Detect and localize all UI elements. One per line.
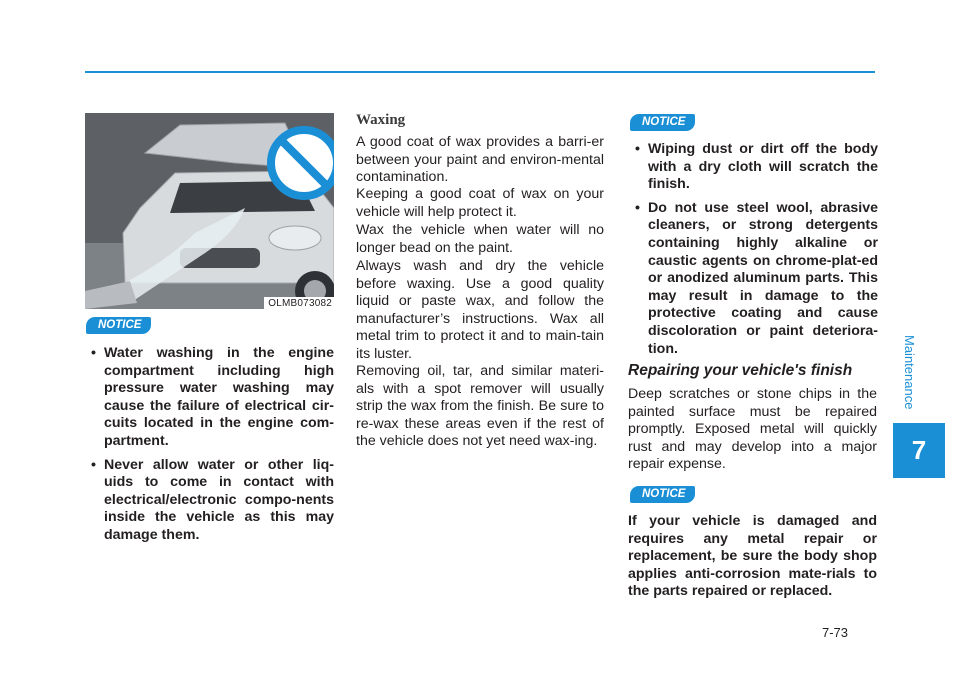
page-number: 7-73	[822, 625, 849, 640]
engine-wash-illustration	[85, 113, 334, 309]
notice-label: NOTICE	[86, 317, 151, 334]
section-number-tab: 7	[893, 423, 945, 478]
engine-washing-figure	[85, 113, 334, 309]
list-item: • Water washing in the engine compartment including high pressure water washing may cause the failure of electrical cir-cuits located in the engine com-partment.	[84, 345, 334, 451]
col1-notice-list	[84, 345, 334, 551]
waxing-paragraph: Always wash and dry the vehicle before waxing. Use a good quality liquid or paste wax, and follow the manufacturer’s instructions. Wax all metal trim to protect it and to main-tain its luster.	[356, 258, 604, 362]
list-item: • Never allow water or other liq-uids to come in contact with electrical/electronic compo-nents inside the vehicle as this may damage them.	[84, 457, 334, 545]
col3-notice-list	[628, 141, 878, 364]
list-item: • Do not use steel wool, abrasive cleaners, or strong detergents containing highly alkaline or caustic agents on chrome-plat-ed or anodized aluminum parts. This may result in damage to the protective coating and cause discoloration or paint deteriora-tion.	[628, 200, 878, 358]
notice-label: NOTICE	[630, 486, 695, 503]
waxing-heading: Waxing	[356, 112, 406, 128]
waxing-paragraph: Wax the vehicle when water will no longer bead on the paint.	[356, 222, 604, 256]
section-name: Maintenance	[902, 334, 917, 410]
waxing-paragraph: Removing oil, tar, and similar materi-als with a spot remover will usually strip the wax from the finish. Be sure to re-wax these areas even if the rest of the vehicle does not yet need wax-ing.	[356, 363, 604, 450]
figure-code: OLMB073082	[264, 297, 334, 309]
repairing-finish-heading: Repairing your vehicle's finish	[628, 362, 853, 379]
list-item: • Wiping dust or dirt off the body with a dry cloth will scratch the finish.	[628, 141, 878, 194]
waxing-paragraph: Keeping a good coat of wax on your vehicle will help protect it.	[356, 186, 604, 220]
repairing-finish-paragraph: Deep scratches or stone chips in the painted surface must be repaired promptly. Exposed metal will quickly rust and may develop into a major repair expense.	[628, 386, 877, 473]
notice-label: NOTICE	[630, 114, 695, 131]
header-rule	[85, 71, 875, 73]
notice-text: If your vehicle is damaged and requires any metal repair or replacement, be sure the body shop applies anti-corrosion mate-rials to the parts repaired or replaced.	[628, 513, 877, 600]
waxing-paragraph: A good coat of wax provides a barri-er between your paint and environ-mental contamination.	[356, 134, 604, 186]
